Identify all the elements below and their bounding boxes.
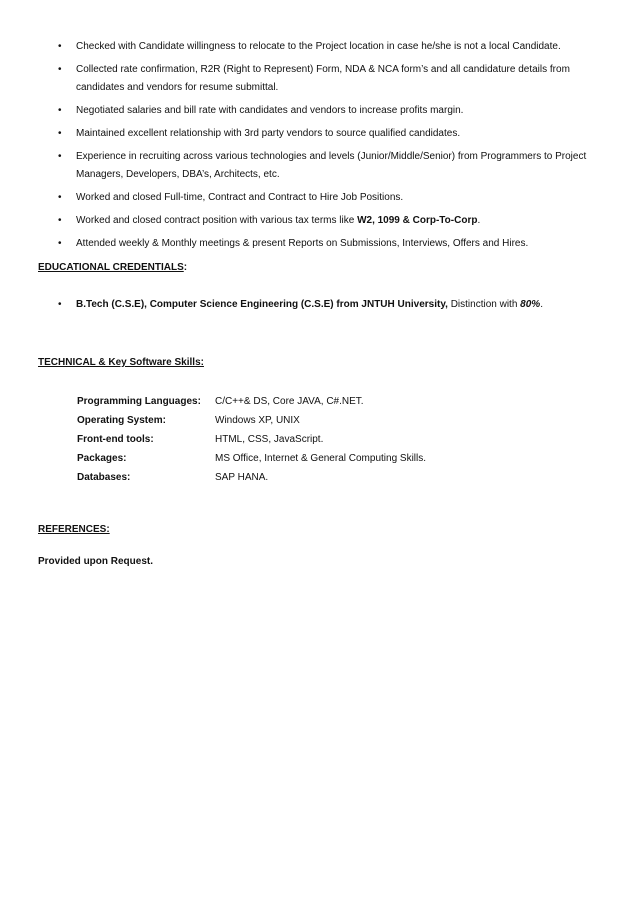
skill-label: Front-end tools: [77,434,154,445]
degree-title: B.Tech (C.S.E), Computer Science Engineering (C.S.E) from JNTUH University, [76,299,448,310]
bullet-text-post: . [477,215,481,226]
education-item [58,296,616,314]
list-item [58,102,598,120]
bullet-icon: • [58,41,62,52]
bullet-text: Maintained excellent relationship with 3rd party vendors to source qualified candidates. [76,128,461,139]
bullet-icon: • [58,128,62,139]
skill-value: C/C++& DS, Core JAVA, C#.NET. [215,396,364,407]
degree-score: 80% [520,299,541,310]
bullet-icon: • [58,105,62,116]
skill-value: Windows XP, UNIX [215,415,300,426]
bullet-text: Worked and closed Full-time, Contract and Contract to Hire Job Positions. [76,192,404,203]
bullet-icon: • [58,215,62,226]
technical-heading: TECHNICAL & Key Software Skills: [38,357,204,368]
bullet-text-pre: Worked and closed contract position with various tax terms like [76,215,358,226]
bullet-icon: • [58,192,62,203]
education-heading [38,262,187,273]
skill-row [77,430,426,449]
list-item [58,38,598,56]
skill-row [77,392,426,411]
experience-bullet-list [58,38,598,258]
degree-end: . [540,299,543,310]
bullet-icon: • [58,64,62,75]
skill-row [77,411,426,430]
degree-distinction: Distinction with [447,299,521,310]
skill-value: SAP HANA. [215,472,269,483]
list-item [58,125,598,143]
education-heading-text: EDUCATIONAL CREDENTIALS [38,262,184,273]
bullet-text: Checked with Candidate willingness to relocate to the Project location in case he/she is not a local Candidate. [76,41,561,52]
bullet-text: Experience in recruiting across various technologies and levels (Junior/Middle/Senior) from Programmers to Project Managers, Developers, DBA’s, Architects, etc. [76,151,587,180]
list-item [58,212,598,230]
skills-table [77,392,426,487]
skill-label: Packages: [77,453,127,464]
skill-row [77,468,426,487]
bullet-text: Attended weekly & Monthly meetings & present Reports on Submissions, Interviews, Offers and Hires. [76,238,529,249]
references-heading: REFERENCES: [38,524,110,535]
skill-value: MS Office, Internet & General Computing Skills. [215,453,427,464]
bullet-icon: • [58,299,62,310]
list-item [58,189,598,207]
list-item [58,61,598,97]
bullet-text: Negotiated salaries and bill rate with candidates and vendors to increase profits margin. [76,105,464,116]
bullet-text: Collected rate confirmation, R2R (Right to Represent) Form, NDA & NCA form’s and all candidature details from candidates and vendors for resume submittal. [76,64,570,93]
skill-label: Databases: [77,472,131,483]
skill-value: HTML, CSS, JavaScript. [215,434,324,445]
skill-label: Programming Languages: [77,396,201,407]
list-item [58,148,598,184]
list-item [58,235,598,253]
skill-row [77,449,426,468]
tax-terms-bold: W2, 1099 & Corp-To-Corp [357,215,478,226]
education-heading-colon: : [183,262,188,273]
references-text: Provided upon Request. [38,556,154,567]
skill-label: Operating System: [77,415,166,426]
bullet-icon: • [58,151,62,162]
bullet-icon: • [58,238,62,249]
